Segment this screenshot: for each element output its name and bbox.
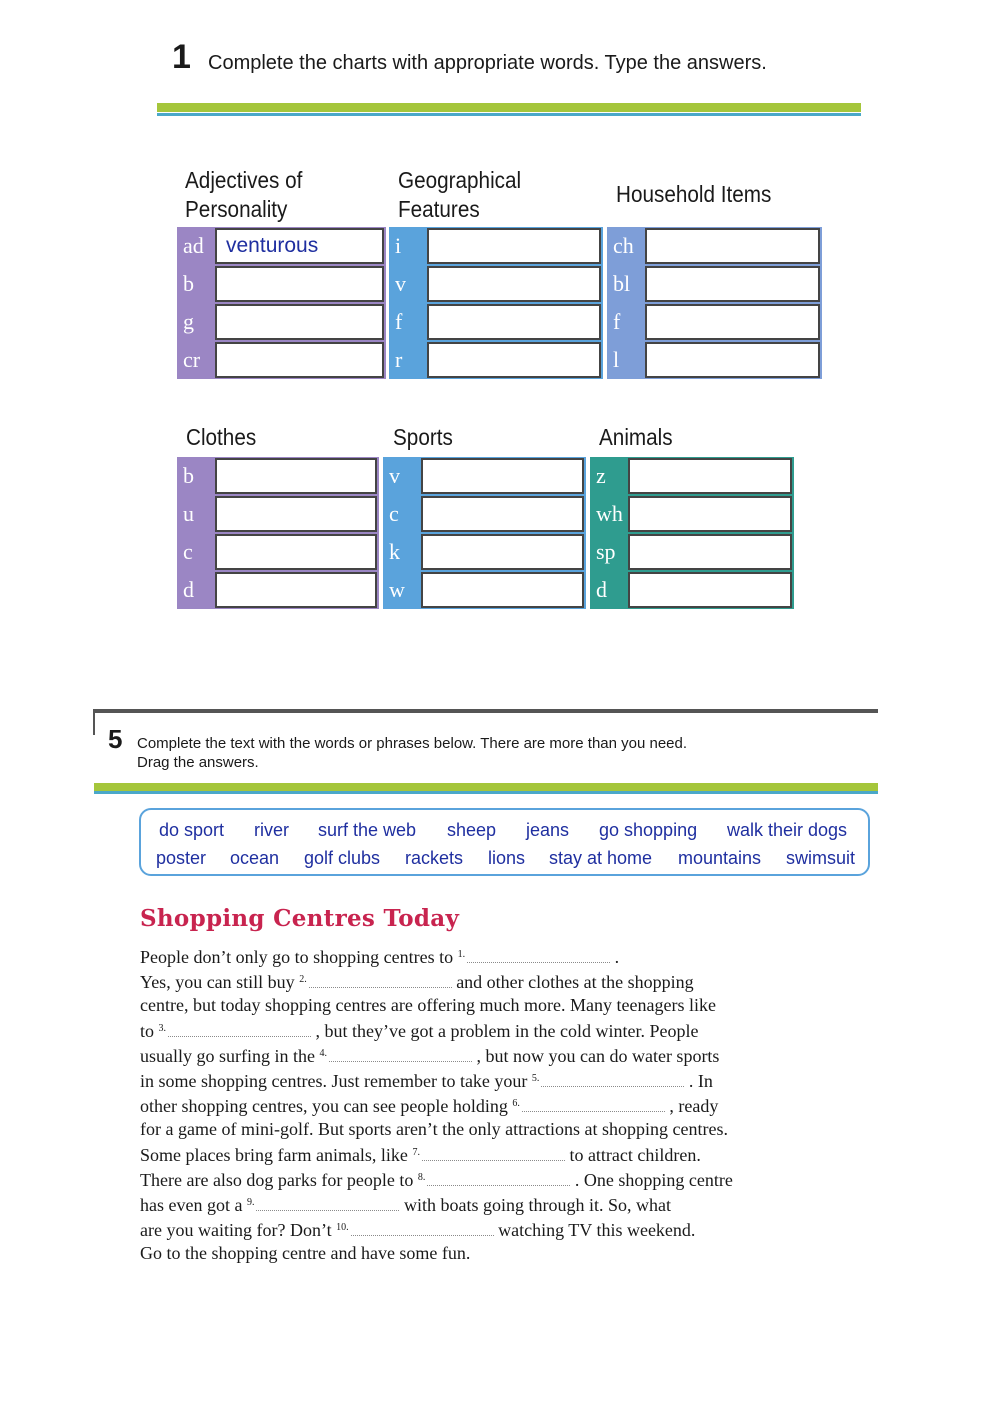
- chart-adjectives: [177, 227, 386, 379]
- gap-number: 5.: [531, 1072, 540, 1084]
- letter-hint: u: [177, 495, 213, 533]
- chart-heading: [599, 423, 673, 452]
- story-text-segment: , but they’ve got a problem in the cold winter. People: [311, 1021, 699, 1042]
- story-line: [140, 943, 800, 968]
- chart-row: [383, 495, 586, 533]
- letter-hint: f: [607, 303, 643, 341]
- letter-hint: w: [383, 571, 419, 609]
- letter-hint: d: [590, 571, 626, 609]
- chart-row: [389, 303, 603, 341]
- chart-row: [177, 265, 386, 303]
- letter-hint: b: [177, 265, 213, 303]
- story-text-segment: and other clothes at the shopping: [451, 971, 694, 992]
- answer-box[interactable]: [628, 458, 792, 494]
- story-text-segment: to attract children.: [564, 1145, 701, 1166]
- chart-row: [607, 265, 822, 303]
- divider-bar: [94, 791, 878, 794]
- word-chip[interactable]: rackets: [405, 848, 464, 868]
- chart-heading: [398, 166, 521, 224]
- story-text-segment: There are also dog parks for people to: [140, 1170, 418, 1191]
- drop-gap[interactable]: [541, 1072, 684, 1087]
- exercise-instruction: [137, 734, 687, 772]
- story-line: [140, 1216, 800, 1241]
- story-text-segment: for a game of mini-golf. But sports aren’t the only attractions at shopping centres.: [140, 1118, 729, 1139]
- story-text-segment: Go to the shopping centre and have some fun.: [140, 1242, 471, 1263]
- answer-box[interactable]: [645, 266, 820, 302]
- story-text-segment: other shopping centres, you can see people holding: [140, 1095, 513, 1116]
- chart-heading: [393, 423, 453, 452]
- chart-row: [607, 227, 822, 265]
- word-chip[interactable]: poster: [156, 848, 207, 868]
- word-chip[interactable]: go shopping: [599, 820, 698, 840]
- story-text: [140, 943, 800, 1265]
- answer-box[interactable]: [215, 266, 384, 302]
- word-chip[interactable]: walk their dogs: [727, 820, 848, 840]
- chart-row: [389, 227, 603, 265]
- drop-gap[interactable]: [522, 1097, 665, 1112]
- chart-row: [607, 341, 822, 379]
- chart-row: [590, 457, 794, 495]
- word-chip[interactable]: stay at home: [549, 848, 653, 868]
- chart-row: [177, 341, 386, 379]
- letter-hint: c: [383, 495, 419, 533]
- letter-hint: bl: [607, 265, 643, 303]
- letter-hint: d: [177, 571, 213, 609]
- heading-line: Geographical: [398, 167, 522, 193]
- letter-hint: i: [389, 227, 425, 265]
- story-text-segment: with boats going through it. So, what: [399, 1194, 671, 1215]
- story-line: [140, 1067, 800, 1092]
- heading-line: Adjectives of: [185, 167, 303, 193]
- story-line: [140, 993, 800, 1018]
- chart-row: [590, 495, 794, 533]
- story-line: [140, 1141, 800, 1166]
- story-text-segment: in some shopping centres. Just remember to take your: [140, 1070, 532, 1091]
- chart-heading: [185, 166, 302, 224]
- word-chip[interactable]: swimsuit: [786, 848, 856, 868]
- story-line: [140, 1117, 800, 1142]
- word-chip[interactable]: golf clubs: [304, 848, 381, 868]
- answer-box[interactable]: [215, 496, 377, 532]
- drop-gap[interactable]: [168, 1022, 311, 1037]
- gap-number: 6.: [512, 1097, 520, 1109]
- story-line: [140, 968, 800, 993]
- answer-box[interactable]: [628, 496, 792, 532]
- story-text-segment: centre, but today shopping centres are offering much more. Many teenagers like: [140, 994, 716, 1015]
- story-text-segment: . One shopping centre: [570, 1170, 733, 1191]
- chart-heading: [616, 180, 771, 209]
- answer-box[interactable]: [628, 572, 792, 608]
- story-line: [140, 1191, 800, 1216]
- chart-row: [177, 571, 379, 609]
- chart-row: [177, 303, 386, 341]
- gap-number: 10.: [336, 1221, 349, 1233]
- answer-box[interactable]: [645, 228, 820, 264]
- letter-hint: c: [177, 533, 213, 571]
- story-text-segment: watching TV this weekend.: [493, 1219, 696, 1240]
- word-chip[interactable]: mountains: [678, 848, 762, 868]
- word-bank: [139, 808, 870, 876]
- answer-box[interactable]: [645, 342, 820, 378]
- gap-number: 2.: [299, 973, 307, 985]
- gap-number: 9.: [246, 1196, 255, 1208]
- chart-row: [177, 495, 379, 533]
- drop-gap[interactable]: [427, 1171, 570, 1186]
- letter-hint: v: [389, 265, 425, 303]
- letter-hint: sp: [590, 533, 626, 571]
- answer-box[interactable]: [215, 458, 377, 494]
- letter-hint: v: [383, 457, 419, 495]
- instruction-line: Drag the answers.: [137, 754, 259, 771]
- gap-number: 3.: [158, 1023, 167, 1035]
- answer-box[interactable]: [215, 304, 384, 340]
- word-chip[interactable]: jeans: [526, 820, 570, 840]
- word-chip[interactable]: do sport: [159, 820, 225, 840]
- answer-box[interactable]: [421, 496, 584, 532]
- answer-box[interactable]: [215, 534, 377, 570]
- gap-number: 8.: [417, 1172, 426, 1184]
- answer-box[interactable]: [645, 304, 820, 340]
- heading-line: Animals: [599, 424, 673, 450]
- story-title: Shopping Centres Today: [140, 905, 460, 932]
- story-text-segment: has even got a: [140, 1194, 247, 1215]
- story-text-segment: to: [140, 1021, 159, 1042]
- answer-box[interactable]: [427, 342, 601, 378]
- letter-hint: ad: [177, 227, 213, 265]
- chart-row: [383, 533, 586, 571]
- drop-gap[interactable]: [329, 1047, 472, 1062]
- answer-box[interactable]: venturous: [215, 228, 384, 264]
- letter-hint: k: [383, 533, 419, 571]
- word-chip[interactable]: ocean: [230, 848, 280, 868]
- story-text-segment: Some places bring farm animals, like: [140, 1145, 413, 1166]
- word-chip[interactable]: lions: [488, 848, 526, 868]
- answer-box[interactable]: [215, 572, 377, 608]
- drop-gap[interactable]: [467, 948, 610, 963]
- divider-bar: [157, 103, 861, 112]
- exercise-number: 1: [172, 38, 191, 76]
- chart-clothes: [177, 457, 379, 609]
- answer-box[interactable]: [421, 572, 584, 608]
- answer-box[interactable]: [215, 342, 384, 378]
- drop-gap[interactable]: [422, 1146, 565, 1161]
- word-chip[interactable]: sheep: [447, 820, 497, 840]
- chart-row: [389, 341, 603, 379]
- story-line: [140, 1166, 800, 1191]
- chart-row: [590, 571, 794, 609]
- letter-hint: z: [590, 457, 626, 495]
- story-text-segment: Yes, you can still buy: [140, 971, 300, 992]
- heading-line: Household Items: [616, 181, 772, 207]
- drop-gap[interactable]: [309, 973, 452, 988]
- story-line: [140, 1241, 800, 1266]
- answer-box[interactable]: [421, 458, 584, 494]
- divider-line: [94, 709, 878, 713]
- chart-row: [590, 533, 794, 571]
- answer-box[interactable]: [421, 534, 584, 570]
- story-line: [140, 1017, 800, 1042]
- word-chip[interactable]: river: [254, 820, 289, 840]
- chart-animals: [590, 457, 794, 609]
- story-text-segment: , ready: [664, 1095, 719, 1116]
- heading-line: Clothes: [186, 424, 257, 450]
- letter-hint: wh: [590, 495, 626, 533]
- chart-row: [177, 227, 386, 265]
- chart-household: [607, 227, 822, 379]
- story-text-segment: , but now you can do water sports: [471, 1046, 720, 1067]
- gap-number: 4.: [319, 1048, 327, 1060]
- story-text-segment: are you waiting for? Don’t: [140, 1219, 337, 1240]
- divider-bar: [94, 783, 878, 791]
- exercise-instruction: Complete the charts with appropriate words. Type the answers.: [208, 52, 767, 74]
- heading-line: Features: [398, 196, 480, 222]
- chart-row: [177, 457, 379, 495]
- chart-row: [607, 303, 822, 341]
- letter-hint: f: [389, 303, 425, 341]
- word-chip[interactable]: surf the web: [318, 820, 417, 840]
- answer-box[interactable]: [427, 266, 601, 302]
- chart-sports: [383, 457, 586, 609]
- story-text-segment: . In: [684, 1070, 713, 1091]
- drop-gap[interactable]: [256, 1196, 399, 1211]
- chart-row: [383, 571, 586, 609]
- drop-gap[interactable]: [351, 1221, 494, 1236]
- letter-hint: l: [607, 341, 643, 379]
- gap-number: 7.: [412, 1147, 420, 1159]
- letter-hint: r: [389, 341, 425, 379]
- chart-row: [389, 265, 603, 303]
- answer-box[interactable]: [427, 228, 601, 264]
- answer-box[interactable]: [427, 304, 601, 340]
- chart-row: [383, 457, 586, 495]
- chart-row: [177, 533, 379, 571]
- story-text-segment: .: [610, 947, 620, 967]
- gap-number: 1.: [457, 949, 466, 960]
- story-line: [140, 1042, 800, 1067]
- divider-line: [93, 709, 95, 735]
- chart-heading: [186, 423, 256, 452]
- story-text-segment: usually go surfing in the: [140, 1046, 320, 1067]
- divider-bar: [157, 113, 861, 116]
- heading-line: Sports: [393, 424, 453, 450]
- story-line: [140, 1092, 800, 1117]
- letter-hint: g: [177, 303, 213, 341]
- story-text-segment: People don’t only go to shopping centres to: [140, 947, 458, 967]
- letter-hint: cr: [177, 341, 213, 379]
- chart-geographical: [389, 227, 603, 379]
- heading-line: Personality: [185, 196, 288, 222]
- instruction-line: Complete the text with the words or phrases below. There are more than you need.: [137, 735, 688, 752]
- letter-hint: b: [177, 457, 213, 495]
- exercise-number: 5: [108, 724, 123, 754]
- answer-box[interactable]: [628, 534, 792, 570]
- letter-hint: ch: [607, 227, 643, 265]
